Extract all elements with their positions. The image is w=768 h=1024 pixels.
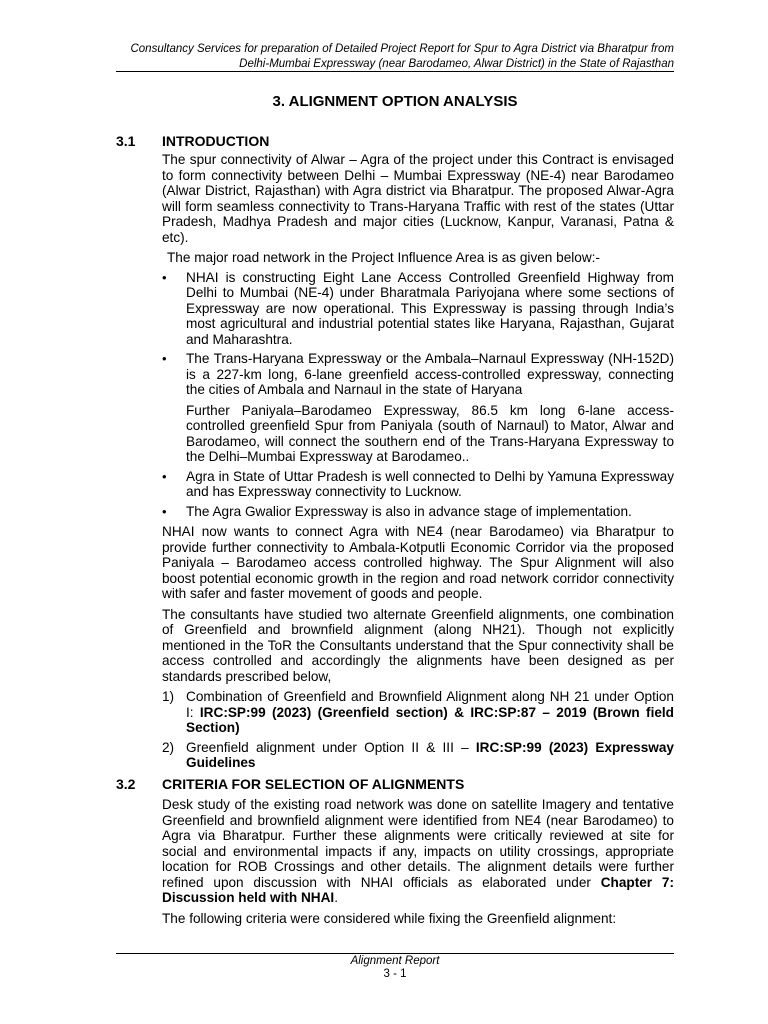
road-network-list [162,270,674,398]
road-network-intro: The major road network in the Project Influence Area is as given below:- [167,250,600,265]
consultants-paragraph: The consultants have studied two alternate Greenfield alignments, one combination of Greenfield and brownfield alignment (along NH21). Though not explicitly mentioned in the ToR the Consultants understand that the Spur connectivity shall be access controlled and accordingly the alignments have been designed as per standards prescribed below, [162,606,674,684]
section-3-2-body [162,797,674,931]
item-number: 1) [162,689,175,704]
section-title-criteria: CRITERIA FOR SELECTION OF ALIGNMENTS [162,776,465,792]
item-number: 2) [162,739,175,755]
section-number-3-1: 3.1 [116,133,136,149]
page-number: 3 - 1 [383,968,407,980]
standards-list [162,689,674,771]
bullet-text: The Trans-Haryana Expressway or the Ambala–Narnaul Expressway (NH-152D) is a 227-km long, 6-lane greenfield access-controlled expressway, connecting the cities of Ambala and Narnaul in the state of Haryana [186,351,674,397]
section-number-3-2: 3.2 [116,776,136,792]
list-item [162,504,674,520]
list-item [162,689,674,736]
bullet-icon: • [162,468,167,484]
item-bold-text: IRC:SP:99 (2023) (Greenfield section) & IRC:SP:87 – 2019 (Brown field Section) [186,704,674,735]
footer [116,955,674,981]
chapter-title: 3. ALIGNMENT OPTION ANALYSIS [272,93,518,110]
item-text: Greenfield alignment under Option II & III – [186,739,476,755]
bullet-text: NHAI is constructing Eight Lane Access Controlled Greenfield Highway from Delhi to Mumbai (NE-4) under Bharatmala Pariyojana where some sections of Expressway are now operational. This Expressway is passing through India’s most agricultural and industrial potential states like Haryana, Rajasthan, Gujarat and Maharashtra. [186,269,674,347]
list-item [162,740,674,771]
header-rule [116,71,674,72]
section-3-1-body [162,152,674,776]
footer-report-name: Alignment Report [350,955,440,967]
bullet-icon: • [162,503,167,519]
list-item [162,351,674,398]
criteria-intro: The following criteria were considered while fixing the Greenfield alignment: [162,910,617,926]
item-text: Combination of Greenfield and Brownfield Alignment along NH 21 under Option I: [186,689,674,720]
bullet-icon: • [162,269,167,285]
desk-study-paragraph [162,797,674,906]
desk-study-text: Desk study of the existing road network was done on satellite Imagery and tentative Greenfield and brownfield alignment were identified from NE4 (near Barodameo) to Agra via Bharatpur. Further these alignments were critically reviewed at site for social and environmental impacts if any, impacts on utility crossings, appropriate location for ROB Crossings and other details. The alignment details were further refined upon discussion with NHAI officials as elaborated under [162,797,674,890]
list-item [162,469,674,500]
bullet-icon: • [162,351,167,366]
intro-paragraph: The spur connectivity of Alwar – Agra of the project under this Contract is envisaged to form connectivity between Delhi – Mumbai Expressway (NE-4) near Barodameo (Alwar District, Rajasthan) with Agra district via Bharatpur. The proposed Alwar-Agra will form seamless connectivity to Trans-Haryana Traffic with rest of the states (Uttar Pradesh, Madhya Pradesh and major cities (Lucknow, Kanpur, Varanasi, Patna & etc). [162,152,674,245]
header-line-2: Delhi-Mumbai Expressway (near Barodameo, Alwar District) in the State of Rajasthan [239,57,674,70]
bullet-text: Agra in State of Uttar Pradesh is well connected to Delhi by Yamuna Expressway and has Expressway connectivity to Lucknow. [186,468,674,499]
road-network-list-continued [162,469,674,520]
desk-study-end: . [334,890,338,905]
chapter-reference: Chapter 7: Discussion held with NHAI [162,874,674,905]
nhai-paragraph: NHAI now wants to connect Agra with NE4 (near Barodameo) via Bharatpur to provide further connectivity to Ambala-Kotputli Economic Corridor via the proposed Paniyala – Barodameo access controlled highway. The Spur Alignment will also boost potential economic growth in the region and road network corridor connectivity with safer and faster movement of goods and people. [162,524,674,601]
item-bold-text: IRC:SP:99 (2023) Expressway Guidelines [186,739,674,770]
footer-rule [116,953,674,954]
running-header [116,42,674,71]
bullet-sub-paragraph: Further Paniyala–Barodameo Expressway, 86.5 km long 6-lane access-controlled greenfield Spur from Paniyala (south of Narnaul) to Mator, Alwar and Barodameo, will connect the southern end of the Trans-Haryana Expressway to the Delhi–Mumbai Expressway at Barodameo.. [186,402,674,464]
section-title-introduction: INTRODUCTION [162,133,270,149]
bullet-text: The Agra Gwalior Expressway is also in advance stage of implementation. [186,503,632,519]
header-line-1: Consultancy Services for preparation of Detailed Project Report for Spur to Agra District via Bharatpur from [130,43,674,55]
list-item [162,270,674,348]
